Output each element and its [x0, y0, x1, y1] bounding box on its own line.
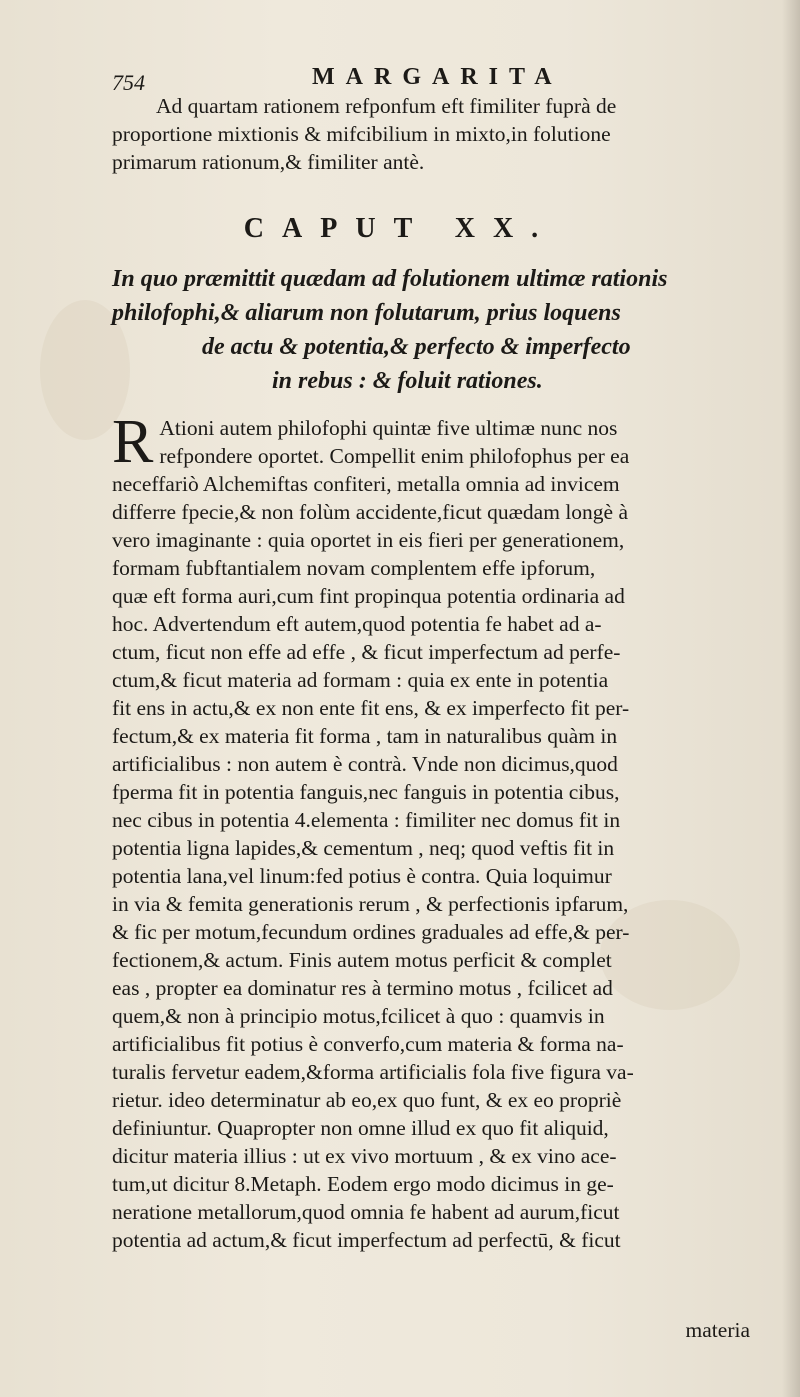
body-line: potentia ligna lapides,& cementum , neq; quod veftis fit in — [112, 836, 615, 860]
body-line: fectionem,& actum. Finis autem motus perficit & complet — [112, 948, 612, 972]
subtitle-line: In quo præmittit quædam ad folutionem ultimæ rationis — [112, 266, 668, 292]
body-line: formam fubftantialem novam complentem effe ipforum, — [112, 556, 596, 580]
body-line: vero imaginante : quia oportet in eis fieri per generationem, — [112, 528, 625, 552]
body-line: artificialibus fit potius è converfo,cum materia & forma na- — [112, 1032, 624, 1056]
body-line: Ationi autem philofophi quintæ five ultimæ nunc nos — [159, 416, 618, 440]
body-line: neratione metallorum,quod omnia fe habent ad aurum,ficut — [112, 1200, 620, 1224]
body-line: quem,& non à principio motus,fcilicet à quo : quamvis in — [112, 1004, 605, 1028]
page-header — [112, 62, 752, 95]
body-line: nec cibus in potentia 4.elementa : fimiliter nec domus fit in — [112, 808, 621, 832]
chapter-subtitle — [112, 262, 762, 398]
intro-line: proportione mixtionis & mifcibilium in mixto,in folutione — [112, 122, 611, 146]
body-line: ctum, ficut non effe ad effe , & ficut imperfectum ad perfe- — [112, 640, 621, 664]
body-line: fit ens in actu,& ex non ente fit ens, & ex imperfecto fit per- — [112, 696, 630, 720]
body-line: potentia ad actum,& ficut imperfectum ad perfectū, & ficut — [112, 1228, 621, 1252]
body-paragraph — [112, 408, 762, 1254]
body-line: ctum,& ficut materia ad formam : quia ex ente in potentia — [112, 668, 609, 692]
body-line: eas , propter ea dominatur res à termino motus , fcilicet ad — [112, 976, 613, 1000]
chapter-heading: CAPUT XX. — [243, 213, 557, 244]
body-line: turalis fervetur eadem,&forma artificialis fola five figura va- — [112, 1060, 634, 1084]
intro-line: Ad quartam rationem refponfum eft fimiliter fuprà de — [156, 94, 617, 118]
body-line: neceffariò Alchemiftas confiteri, metalla omnia ad invicem — [112, 472, 620, 496]
body-line: rietur. ideo determinatur ab eo,ex quo funt, & ex eo propriè — [112, 1088, 622, 1112]
page-number: 754 — [112, 70, 145, 95]
body-line: refpondere oportet. Compellit enim philofophus per ea — [159, 444, 630, 468]
body-line: fperma fit in potentia fanguis,nec fanguis in potentia cibus, — [112, 780, 620, 804]
drop-cap: R — [112, 408, 154, 476]
body-line: differre fpecie,& non folùm accidente,ficut quædam longè à — [112, 500, 628, 524]
body-line: quæ eft forma auri,cum fint propinqua potentia ordinaria ad — [112, 584, 625, 608]
body-line: hoc. Advertendum eft autem,quod potentia fe habet ad a- — [112, 612, 602, 636]
intro-line: primarum rationum,& fimiliter antè. — [112, 150, 425, 174]
page-edge-shadow — [782, 0, 800, 1397]
subtitle-line: in rebus : & foluit rationes. — [272, 368, 543, 394]
body-line: definiuntur. Quapropter non omne illud ex quo fit aliquid, — [112, 1116, 609, 1140]
intro-paragraph — [112, 92, 762, 176]
body-line: tum,ut dicitur 8.Metaph. Eodem ergo modo dicimus in ge- — [112, 1172, 614, 1196]
subtitle-line: de actu & potentia,& perfecto & imperfecto — [202, 334, 631, 360]
body-line: & fic per motum,fecundum ordines graduales ad effe,& per- — [112, 920, 630, 944]
body-line: potentia lana,vel linum:fed potius è contra. Quia loquimur — [112, 864, 612, 888]
body-line: fectum,& ex materia fit forma , tam in naturalibus quàm in — [112, 724, 618, 748]
body-line: in via & femita generationis rerum , & perfectionis ipfarum, — [112, 892, 629, 916]
subtitle-line: philofophi,& aliarum non folutarum, prius loquens — [112, 300, 621, 326]
body-line: dicitur materia illius : ut ex vivo mortuum , & ex vino ace- — [112, 1144, 617, 1168]
body-line: artificialibus : non autem è contrà. Vnde non dicimus,quod — [112, 752, 618, 776]
running-head: MARGARITA — [312, 64, 563, 90]
catchword: materia — [685, 1318, 750, 1342]
